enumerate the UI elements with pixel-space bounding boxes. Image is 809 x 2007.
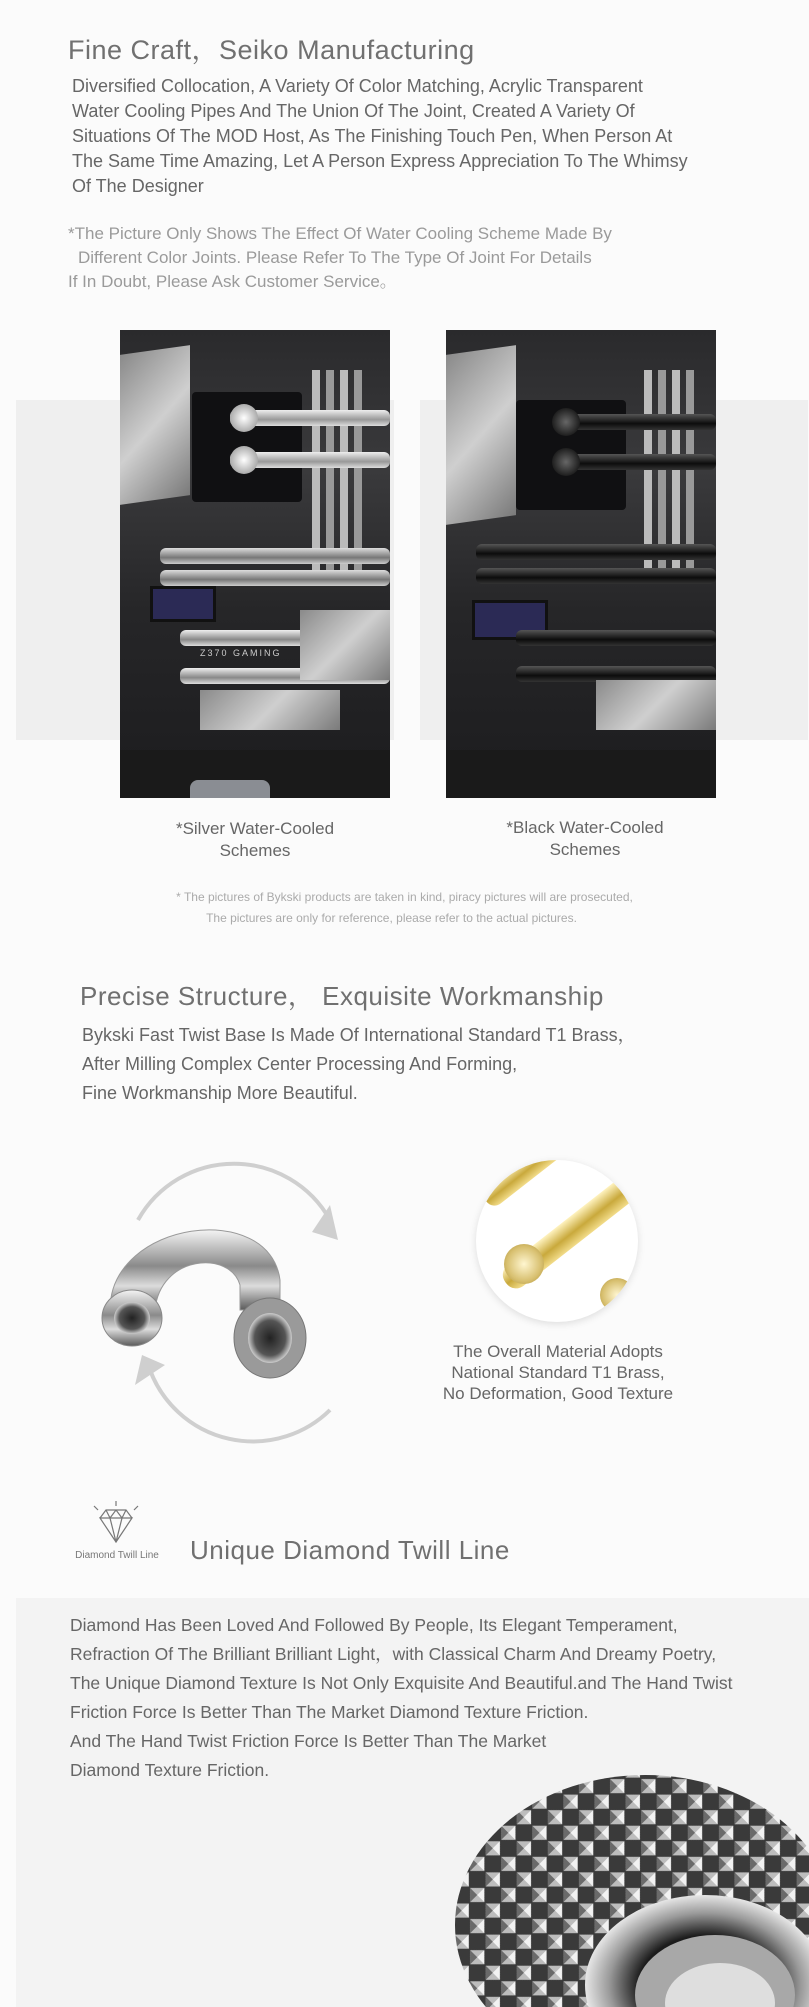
rotation-arc-top (138, 1164, 330, 1220)
structure-line: Bykski Fast Twist Base Is Made Of International Standard T1 Brass， (82, 1025, 636, 1045)
intro-line: Water Cooling Pipes And The Union Of The Joint, Created A Variety Of (72, 101, 635, 121)
section-title-fine-craft: Fine Craft，Seiko Manufacturing (68, 35, 475, 65)
intro-paragraph (72, 74, 772, 199)
silver-scheme-photo (120, 330, 390, 798)
intro-line: Situations Of The MOD Host, As The Finishing Touch Pen, When Person At (72, 126, 673, 146)
rotary-fitting-illustration (80, 1160, 380, 1450)
diamond-line: And The Hand Twist Friction Force Is Better Than The Market (70, 1731, 547, 1751)
caption-line: *Silver Water-Cooled (175, 819, 335, 838)
diamond-line: The Unique Diamond Texture Is Not Only Exquisite And Beautiful.and The Hand Twist (70, 1673, 733, 1693)
diamond-logo-label: Diamond Twill Line (75, 1550, 159, 1561)
board-label: Z370 GAMING (200, 648, 282, 658)
brass-caption-line: No Deformation, Good Texture (442, 1384, 674, 1403)
diamond-line: Friction Force Is Better Than The Market Diamond Texture Friction. (70, 1702, 589, 1722)
caption-line: Schemes (549, 840, 621, 859)
black-scheme-photo (446, 330, 716, 798)
silver-scheme-caption (130, 818, 380, 862)
structure-line: After Milling Complex Center Processing And Forming, (82, 1054, 518, 1074)
disclaimer-line: The pictures are only for reference, please refer to the actual pictures. (206, 911, 577, 925)
note-line: Different Color Joints. Please Refer To The Type Of Joint For Details (78, 248, 592, 267)
brass-caption (408, 1341, 708, 1404)
rotation-arc-bottom (150, 1370, 330, 1441)
diamond-line: Refraction Of The Brilliant Brilliant Light，with Classical Charm And Dreamy Poetry, (70, 1644, 717, 1664)
knurled-fitting-closeup (415, 1755, 809, 2007)
fitting-right-bore (248, 1313, 292, 1363)
diamond-icon (86, 1500, 146, 1548)
brass-material-circle (476, 1160, 638, 1322)
diamond-line: Diamond Has Been Loved And Followed By People, Its Elegant Temperament, (70, 1615, 678, 1635)
caption-line: *Black Water-Cooled (506, 818, 664, 837)
intro-line: Of The Designer (72, 176, 204, 196)
section-title-precise-structure: Precise Structure， Exquisite Workmanship (80, 981, 604, 1011)
rotation-arrow-bottom (135, 1355, 165, 1385)
picture-note (68, 222, 788, 294)
section-title-diamond-twill: Unique Diamond Twill Line (190, 1535, 510, 1565)
brass-caption-line: The Overall Material Adopts (453, 1342, 663, 1361)
note-line: *The Picture Only Shows The Effect Of Water Cooling Scheme Made By (68, 224, 612, 243)
structure-paragraph (82, 1021, 722, 1108)
brass-caption-line: National Standard T1 Brass, (451, 1363, 665, 1382)
brass-rod-end (504, 1244, 544, 1284)
note-line: If In Doubt, Please Ask Customer Service。 (68, 272, 397, 291)
intro-line: Diversified Collocation, A Variety Of Color Matching, Acrylic Transparent (72, 76, 643, 96)
diamond-line: Diamond Texture Friction. (70, 1760, 270, 1780)
structure-line: Fine Workmanship More Beautiful. (82, 1083, 358, 1103)
black-scheme-caption (460, 817, 710, 861)
fitting-left-thread (114, 1302, 150, 1334)
disclaimer-line: * The pictures of Bykski products are taken in kind, piracy pictures will are prosecuted, (176, 890, 633, 904)
brass-rod-end (600, 1278, 634, 1312)
disclaimer (0, 887, 809, 929)
caption-line: Schemes (219, 841, 291, 860)
intro-line: The Same Time Amazing, Let A Person Express Appreciation To The Whimsy (72, 151, 688, 171)
